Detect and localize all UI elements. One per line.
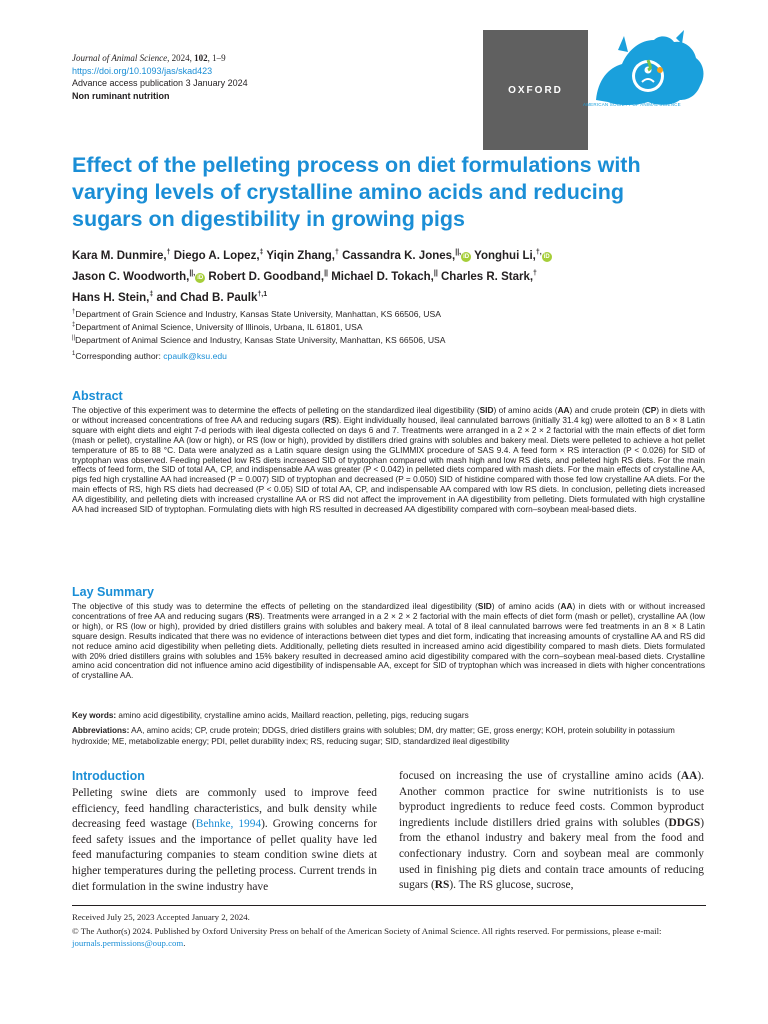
journal-citation: Journal of Animal Science, 2024, 102, 1–9 [72,53,226,63]
author-name: Yiqin Zhang, [266,249,335,262]
author-name: and Chad B. Paulk [156,291,258,304]
author-affiliation-mark: ‡ [149,290,154,298]
author-name: Diego A. Lopez, [173,249,260,262]
abstract-heading: Abstract [72,389,123,403]
asas-animals-logo-icon [588,30,708,108]
introduction-heading: Introduction [72,769,145,783]
citation-link[interactable]: Behnke, 1994 [195,818,262,831]
author-affiliation-mark: ||, [189,269,196,277]
author-affiliation-mark: †,1 [257,290,268,298]
author-affiliation-mark: †, [535,249,542,256]
intro-column-1: Pelleting swine diets are commonly used to improve feed efficiency, feed handling characteristics, and bulk density while decreasing feed wastage (Behnke, 1994). Growing concerns for feed safety issues and the importance of pellet quality have led feed manufacturing companies to steam condition swine diets at higher temperatures during the pelleting process. Current trends in diet formulation in the swine industry have [72,787,377,893]
corresponding-email-link[interactable]: cpaulk@ksu.edu [163,350,227,361]
lay-summary-text: The objective of this study was to determine the effects of pelleting on the standardized ileal digestibility (SID) of amino acids (AA) in diets with or without increased concentrations of free AA and reducing sugars (RS). Treatments were arranged in a 2 × 2 × 2 factorial with the main effects of diet form (mash or pellet), crystalline AA (low or high), or RS (low or high), provided by dried distillers grains with solubles and bakery meal. A total of 8 ileal cannulated barrows were fed treatments in an 8 × 8 Latin square design. Results indicated that there was no evidence of interactions between diet types and diet form, indicating that increasing amounts of crystalline AA and RS did not reduce amino acid digestibility when pelleting diets. Additionally, pelleting diets resulted in increased amino acid digestibility compared to mash diets. Diets formulated with 20% dried distillers grains with solubles and 15% bakery resulted in decreased amino acid digestibility compared with the corn–soybean meal-based diets. Crystalline amino acid concentration did not influence amino acid digestibility of indispensable AA, except for SID of tryptophan which was increased in diets with higher concentrations of crystalline AA. [72,601,705,681]
advance-access-note: Advance access publication 3 January 2024 [72,78,248,88]
orcid-icon[interactable]: iD [543,253,550,260]
intro-column-2: focused on increasing the use of crystalline amino acids (AA). Another common practice for swine nutritionists is to use byproduct ingredients to reduce feed costs. Common byproduct ingredients include distillers dried grains with solubles (DDGS) from the ethanol industry and bakery meal from the food and confectionary industry. Corn and soybean meal are commonly used in finishing pig diets and contain trace amounts of reducing sugars (RS). The RS glucose, sucrose, [399,770,704,892]
footer-divider [72,905,706,906]
abstract-text: The objective of this experiment was to determine the effects of pelleting on the standardized ileal digestibility (SID) of amino acids (AA) and crude protein (CP) in diets with or without increased concentrations of free AA and reducing sugars (RS). Eight individually housed, ileal cannulated barrows (initially 31.4 kg) were allotted to an 8 × 8 Latin square with eight diets and eight 7-d periods with ileal digesta collected on days 6 and 7. Treatments were arranged in a 2 × 2 × 2 factorial with the main effects of diet form (mash or pellet), crystalline AA (low or high), or RS (low or high), provided by distillers dried grains with solubles and bakery meal. Diets were pelleted to achieve a hot pellet temperature of 85 to 88 °C. Data were analyzed as a Latin square design using the GLIMMIX procedure of SAS 9.4. A feed form × RS interaction (P < 0.026) for SID of tryptophan was observed. Feeding pelleted low RS diets increased SID of tryptophan compared with mash high and low RS diets, and pelleted high RS diets. For the main effects of feed form, the SID of total AA, CP, and indispensable AA was greater (P < 0.042) in pelleted diets compared with mash diets. For the main effects of crystalline AA, pigs fed high crystalline AA had increased (P = 0.007) SID of tryptophan and decreased (P = 0.050) SID of histidine compared with those fed low crystalline AA diets. For the main effects of RS, high RS diets had decreased (P < 0.05) SID of total AA, CP, and indispensable AA compared with low RS diets. In conclusion, pelleting diets increased AA digestibility, and pelleting diets with increased crystalline AA or RS did not affect the improvement in AA digestibility from pelleting. Diets formulated with high crystalline AA had increased SID of tryptophan. Formulating diets with high RS resulted in decreased AA digestibility compared with corn–soybean meal-based diets. [72,405,706,515]
society-name: AMERICAN SOCIETY OF ANIMAL SCIENCE [583,102,681,107]
author-name: Kara M. Dunmire, [72,249,167,262]
author-list [72,244,712,306]
doi-link[interactable]: https://doi.org/10.1093/jas/skad423 [72,66,213,76]
oxford-logo: OXFORD [483,30,588,150]
article-title: Effect of the pelleting process on diet formulations with varying levels of crystalline amino acids and reducing sugars on digestibility in growing pigs [72,153,641,231]
received-dates: Received July 25, 2023 Accepted January 2, 2024. [72,912,250,922]
article-section: Non ruminant nutrition [72,91,170,101]
orcid-icon[interactable]: iD [197,274,204,281]
author-name: Hans H. Stein, [72,291,150,304]
author-affiliation-mark: † [335,249,339,256]
orcid-icon[interactable]: iD [463,253,470,260]
permissions-email-link[interactable]: journals.permissions@oup.com [72,938,184,948]
author-affiliation-mark: || [324,269,328,277]
author-name: Charles R. Stark, [441,270,534,283]
affiliation-2: ‡Department of Animal Science, University of Illinois, Urbana, IL 61801, USA [72,321,363,332]
author-name: Jason C. Woodworth, [72,270,190,283]
author-affiliation-mark: ||, [455,249,462,256]
author-name: Michael D. Tokach, [331,270,434,283]
affiliation-3: ||Department of Animal Science and Industry, Kansas State University, Manhattan, KS 66506, USA [72,334,446,345]
author-name: Yonghui Li, [474,249,536,262]
affiliation-1: †Department of Grain Science and Industry, Kansas State University, Manhattan, KS 66506, USA [72,308,441,319]
author-affiliation-mark: ‡ [259,249,264,256]
author-name: Cassandra K. Jones, [342,249,456,262]
abbreviations: Abbreviations: AA, amino acids; CP, crude protein; DDGS, dried distillers grains with solubles; DM, dry matter; GE, gross energy; KOH, protein solubility in potassium hydroxide; ME, metabolizable energy; PDI, pellet durability index; RS, reducing sugar; SID, standardized ileal digestibility [72,726,675,746]
copyright-notice: © The Author(s) 2024. Published by Oxford University Press on behalf of the American Society of Animal Science. All rights reserved. For permissions, please e-mail: journals.permissions@oup.com. [72,926,662,948]
author-affiliation-mark: || [433,269,438,277]
author-affiliation-mark: † [166,249,171,256]
author-name: Robert D. Goodband, [208,270,325,283]
lay-summary-heading: Lay Summary [72,585,154,599]
keywords: Key words: amino acid digestibility, crystalline amino acids, Maillard reaction, pelleting, pigs, reducing sugars [72,711,469,720]
author-affiliation-mark: † [533,269,537,277]
corresponding-author: $^1$Corresponding author: cpaulk@ksu.edu [72,350,227,361]
